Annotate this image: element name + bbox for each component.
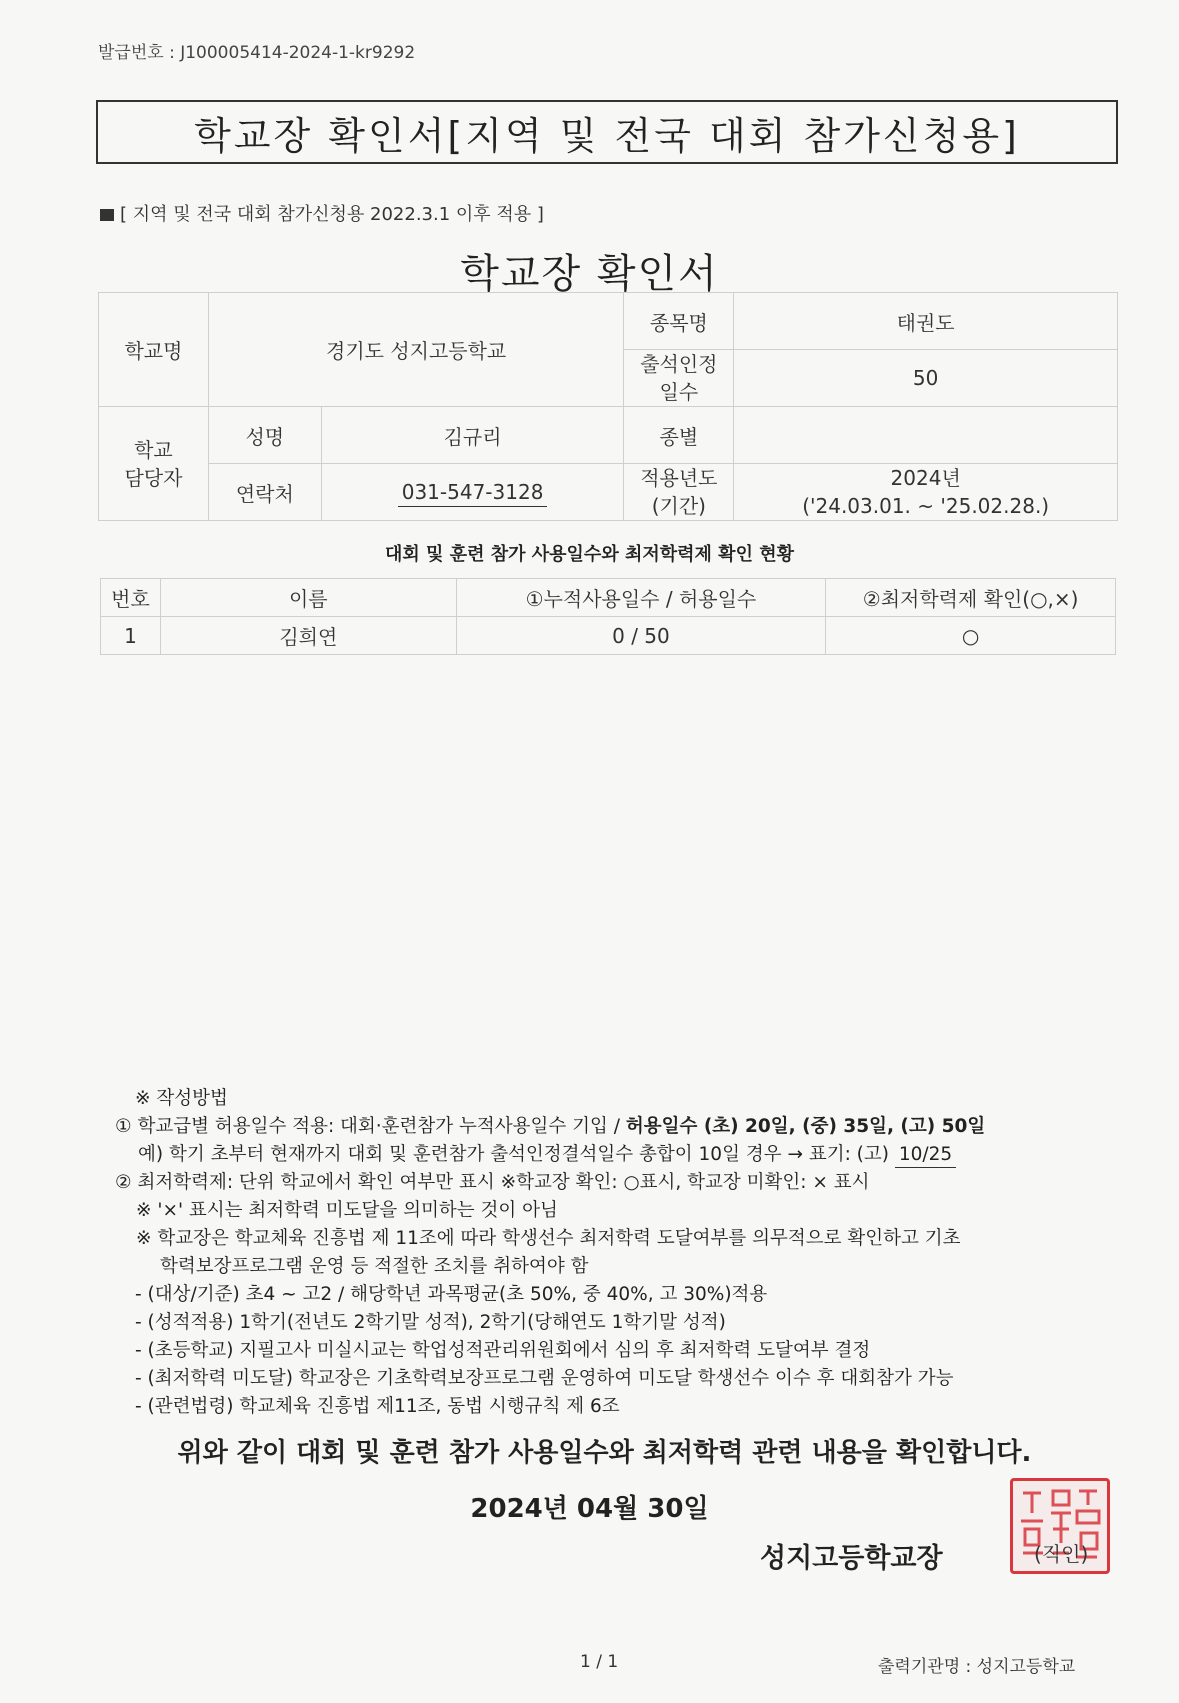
- name-label: 성명: [208, 407, 321, 464]
- header-name: 이름: [160, 579, 456, 617]
- notes-line-3: ② 최저학력제: 단위 학교에서 확인 여부만 표시 ※학교장 확인: ○표시, 학교장 미확인: × 표시: [115, 1172, 870, 1193]
- header-min-academic: ②최저학력제 확인(○,×): [826, 579, 1116, 617]
- row-number: 1: [101, 617, 161, 655]
- sport-label: 종목명: [624, 293, 734, 350]
- row-min-academic: ○: [826, 617, 1116, 655]
- sport-value: 태권도: [734, 293, 1118, 350]
- notes-line-1-bold: 허용일수 (초) 20일, (중) 35일, (고) 50일: [625, 1116, 986, 1137]
- year-value: 2024년: [890, 466, 961, 490]
- table-row: [101, 617, 1116, 655]
- page-number: 1 / 1: [580, 1652, 619, 1672]
- notes-line-11: - (관련법령) 학교체육 진흥법 제11조, 동법 시행규칙 제 6조: [135, 1396, 620, 1417]
- notes-line-4: ※ '×' 표시는 최저학력 미도달을 의미하는 것이 아님: [136, 1200, 558, 1221]
- notes-heading: ※ 작성방법: [135, 1088, 228, 1109]
- output-organization: 출력기관명 : 성지고등학교: [878, 1657, 1076, 1677]
- notes-line-7: - (대상/기준) 초4 ~ 고2 / 해당학년 과목평균(초 50%, 중 40%, 고 30%)적용: [135, 1284, 768, 1305]
- notes-line-8: - (성적적용) 1학기(전년도 2학기말 성적), 2학기(당해연도 1학기말 성적): [135, 1312, 726, 1333]
- school-label: 학교명: [99, 293, 209, 407]
- year-cell: [734, 464, 1118, 521]
- notes-line-2-underline: 10/25: [895, 1144, 956, 1168]
- attendance-value: 50: [734, 350, 1118, 407]
- status-header-row: [101, 579, 1116, 617]
- status-section-title: 대회 및 훈련 참가 사용일수와 최저학력제 확인 현황: [384, 544, 794, 565]
- notes-line-6: 학력보장프로그램 운영 등 적절한 조치를 취하여야 함: [160, 1256, 589, 1277]
- seal-label: (직인): [1034, 1542, 1089, 1566]
- row-name: 김희연: [160, 617, 456, 655]
- row-days: 0 / 50: [456, 617, 826, 655]
- notes-line-1: ① 학교급별 허용일수 적용: 대회·훈련참가 누적사용일수 기입 / 허용일수 (초) 20일, (중) 35일, (고) 50일: [115, 1116, 986, 1137]
- subtitle: [100, 200, 544, 226]
- manager-label: 학교 담당자: [99, 407, 209, 521]
- status-table: [100, 578, 1116, 655]
- header-number: 번호: [101, 579, 161, 617]
- contact-label: 연락처: [208, 464, 321, 521]
- year-label: 적용년도 (기간): [624, 464, 734, 521]
- square-bullet-icon: [100, 209, 114, 221]
- notes-line-2: 예) 학기 초부터 현재까지 대회 및 훈련참가 출석인정결석일수 총합이 10일 경우 → 표기: (고) 10/25: [115, 1141, 1115, 1169]
- attendance-label: 출석인정 일수: [624, 350, 734, 407]
- issue-date: 2024년 04월 30일: [470, 1494, 709, 1524]
- header-title: 학교장 확인서[지역 및 전국 대회 참가신청용]: [96, 100, 1118, 164]
- notes-line-9: - (초등학교) 지필고사 미실시교는 학업성적관리위원회에서 심의 후 최저학력 도달여부 결정: [135, 1340, 871, 1361]
- main-title: 학교장 확인서: [460, 251, 719, 297]
- name-value: 김규리: [321, 407, 624, 464]
- school-value: 경기도 성지고등학교: [208, 293, 624, 407]
- principal-name: 성지고등학교장: [760, 1543, 943, 1574]
- notes-line-10: - (최저학력 미도달) 학교장은 기초학력보장프로그램 운영하여 미도달 학생선수 이수 후 대회참가 가능: [135, 1368, 954, 1389]
- contact-value: 031-547-3128: [398, 480, 548, 507]
- info-table: [98, 292, 1118, 521]
- notes-line-5: ※ 학교장은 학교체육 진흥법 제 11조에 따라 학생선수 최저학력 도달여부를 의무적으로 확인하고 기초: [136, 1228, 961, 1249]
- notes: [115, 1085, 1115, 1421]
- confirm-text: 위와 같이 대회 및 훈련 참가 사용일수와 최저학력 관련 내용을 확인합니다.: [177, 1438, 1032, 1468]
- period-value: ('24.03.01. ~ '25.02.28.): [802, 494, 1050, 518]
- contact-cell: [321, 464, 624, 521]
- subtitle-text: [ 지역 및 전국 대회 참가신청용 2022.3.1 이후 적용 ]: [120, 204, 544, 225]
- header-days: ①누적사용일수 / 허용일수: [456, 579, 826, 617]
- issue-number: 발급번호 : J100005414-2024-1-kr9292: [98, 43, 416, 63]
- category-label: 종별: [624, 407, 734, 464]
- category-value: [734, 407, 1118, 464]
